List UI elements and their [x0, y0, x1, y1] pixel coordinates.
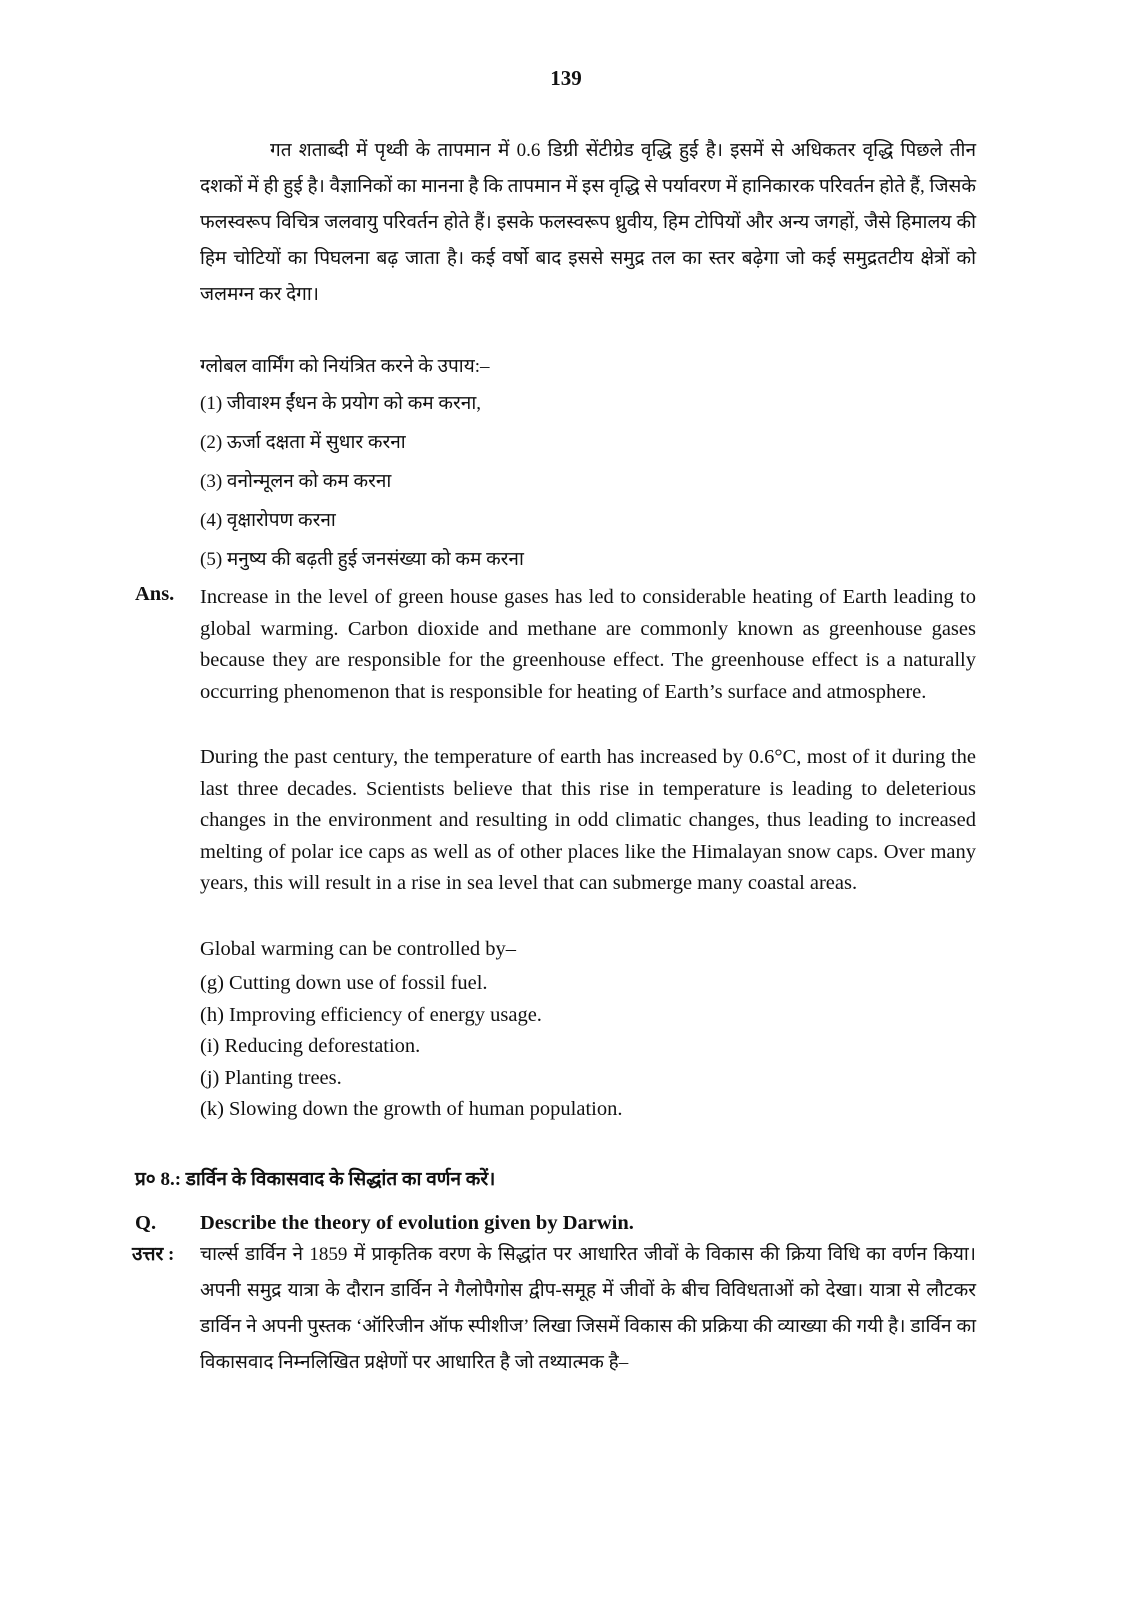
list-item: (i) Reducing deforestation.: [200, 1035, 421, 1058]
hindi-list-heading: ग्लोबल वार्मिंग को नियंत्रित करने के उपाय:–: [200, 356, 490, 377]
list-item: (2) ऊर्जा दक्षता में सुधार करना: [200, 432, 406, 453]
list-item: (h) Improving efficiency of energy usage.: [200, 1003, 542, 1026]
list-item: (4) वृक्षारोपण करना: [200, 510, 336, 531]
english-list-heading: Global warming can be controlled by–: [200, 938, 516, 960]
english-list: [200, 968, 976, 1126]
answer-hindi: चार्ल्स डार्विन ने 1859 में प्राकृतिक वरण के सिद्धांत पर आधारित जीवों के विकास की क्रिया विधि का वर्णन किया। अपनी समुद्र यात्रा के दौरान डार्विन ने गैलोपैगोस द्वीप-समूह में जीवों के बीच विविधताओं को देखा। यात्रा से लौटकर डार्विन ने अपनी पुस्तक ‘ऑरिजीन ऑफ स्पीशीज’ लिखा जिसमें विकास की प्रक्रिया की व्याख्या की गयी है। डार्विन का विकासवाद निम्नलिखित प्रक्षेणों पर आधारित है जो तथ्यात्मक है–: [200, 1244, 976, 1373]
answer-paragraph-1: Increase in the level of green house gases has led to considerable heating of Earth leading to global warming. Carbon dioxide and methane are commonly known as greenhouse gases because they are responsible for the greenhouse effect. The greenhouse effect is a naturally occurring phenomenon that is responsible for heating of Earth’s surface and atmosphere.: [200, 586, 976, 703]
list-item: (g) Cutting down use of fossil fuel.: [200, 972, 488, 994]
list-item: (1) जीवाश्म ईंधन के प्रयोग को कम करना,: [200, 393, 481, 414]
answer-label-hindi: उत्तर :: [132, 1244, 175, 1265]
q-label: Q.: [135, 1212, 157, 1234]
list-item: (5) मनुष्य की बढ़ती हुई जनसंख्या को कम करना: [200, 549, 524, 570]
list-item: (k) Slowing down the growth of human population.: [200, 1098, 623, 1121]
question-hindi: प्र० 8.: डार्विन के विकासवाद के सिद्धांत का वर्णन करें।: [135, 1169, 496, 1190]
hindi-list: [200, 384, 976, 579]
ans-label: Ans.: [135, 583, 175, 605]
page-number: 139: [550, 66, 582, 90]
answer-paragraph-2: During the past century, the temperature of earth has increased by 0.6°C, most of it during the last three decades. Scientists believe that this rise in temperature is leading to deleterious changes in the environment and resulting in odd climatic changes, thus leading to increased melting of polar ice caps as well as of other places like the Himalayan snow caps. Over many years, this will result in a rise in sea level that can submerge many coastal areas.: [200, 746, 976, 895]
hindi-paragraph: गत शताब्दी में पृथ्वी के तापमान में 0.6 डिग्री सेंटीग्रेड वृद्धि हुई है। इसमें से अधिकतर वृद्धि पिछले तीन दशकों में ही हुई है। वैज्ञानिकों का मानना है कि तापमान में इस वृद्धि से पर्यावरण में हानिकारक परिवर्तन होते हैं, जिसके फलस्वरूप विचित्र जलवायु परिवर्तन होते हैं। इसके फलस्वरूप ध्रुवीय, हिम टोपियों और अन्य जगहों, जैसे हिमालय की हिम चोटियों का पिघलना बढ़ जाता है। कई वर्षो बाद इससे समुद्र तल का स्तर बढ़ेगा जो कई समुद्रतटीय क्षेत्रों को जलमग्न कर देगा।: [200, 140, 976, 305]
list-item: (j) Planting trees.: [200, 1066, 342, 1089]
question-english: Describe the theory of evolution given by Darwin.: [200, 1212, 634, 1234]
list-item: (3) वनोन्मूलन को कम करना: [200, 471, 392, 492]
